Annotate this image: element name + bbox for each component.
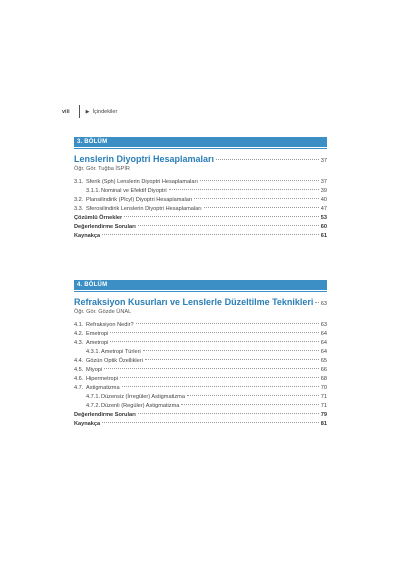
entry-page: 64 bbox=[320, 340, 327, 346]
leader-dots bbox=[104, 368, 319, 369]
toc-entry[interactable] bbox=[74, 339, 327, 348]
entry-label: Kaynakça bbox=[74, 421, 101, 427]
leader-dots bbox=[181, 404, 318, 405]
chapter-label: 4. BÖLÜM bbox=[74, 280, 327, 290]
leader-dots bbox=[216, 159, 319, 160]
chapter-rule bbox=[74, 148, 327, 149]
entry-label: Plansilindirik (Plcyl) Diyoptri Hesaplamaları bbox=[86, 197, 193, 203]
page-number: viii bbox=[62, 108, 70, 115]
leader-dots bbox=[138, 413, 319, 414]
entry-page: 81 bbox=[320, 421, 327, 427]
toc-entry[interactable] bbox=[74, 357, 327, 366]
entry-label: Miyopi bbox=[86, 367, 103, 373]
entry-label: Sferosilindirik Lenslerin Diyoptri Hesaplamaları bbox=[86, 206, 202, 212]
toc-entry[interactable] bbox=[74, 330, 327, 339]
entry-label: Hipermetropi bbox=[86, 376, 119, 382]
entry-page: 47 bbox=[320, 206, 327, 212]
chapter-title: Refraksiyon Kusurları ve Lenslerle Düzeltilme Teknikleri bbox=[74, 297, 314, 307]
chapter-title-row[interactable] bbox=[74, 154, 327, 164]
leader-dots bbox=[124, 216, 319, 217]
entry-label: Düzenli (Regüler) Astigmatizma bbox=[101, 403, 180, 409]
entry-page: 71 bbox=[320, 394, 327, 400]
entry-page: 63 bbox=[320, 322, 327, 328]
entry-number: 4.3.1. bbox=[86, 349, 100, 355]
entry-page: 64 bbox=[320, 331, 327, 337]
entry-label: Çözümlü Örnekler bbox=[74, 215, 123, 221]
entry-page: 71 bbox=[320, 403, 327, 409]
entry-number: 4.3. bbox=[74, 340, 84, 346]
entry-label: Sferik (Sph) Lenslerin Diyoptri Hesaplamaları bbox=[86, 179, 198, 185]
entry-page: 79 bbox=[320, 412, 327, 418]
leader-dots bbox=[110, 341, 318, 342]
entry-page: 70 bbox=[320, 385, 327, 391]
header-divider bbox=[79, 105, 80, 118]
entry-page: 64 bbox=[320, 349, 327, 355]
entry-number: 4.6. bbox=[74, 376, 84, 382]
entry-number: 3.2. bbox=[74, 197, 84, 203]
toc-entry[interactable] bbox=[74, 223, 327, 232]
toc-entry[interactable] bbox=[74, 411, 327, 420]
leader-dots bbox=[102, 422, 319, 423]
toc-entry[interactable] bbox=[74, 393, 327, 402]
leader-dots bbox=[187, 395, 319, 396]
chapter-4 bbox=[74, 280, 327, 429]
leader-dots bbox=[122, 386, 319, 387]
toc-entry[interactable] bbox=[74, 196, 327, 205]
entry-page: 66 bbox=[320, 367, 327, 373]
leader-dots bbox=[102, 234, 319, 235]
page-header bbox=[62, 105, 117, 118]
entry-page: 65 bbox=[320, 358, 327, 364]
entry-number: 4.2. bbox=[74, 331, 84, 337]
triangle-right-icon: ▶ bbox=[85, 108, 90, 115]
toc-entry[interactable] bbox=[74, 232, 327, 241]
toc-entry[interactable] bbox=[74, 348, 327, 357]
toc-entry[interactable] bbox=[74, 214, 327, 223]
toc-entry[interactable] bbox=[74, 366, 327, 375]
toc-entry[interactable] bbox=[74, 187, 327, 196]
entry-label: Emetropi bbox=[86, 331, 109, 337]
toc-entry[interactable] bbox=[74, 375, 327, 384]
toc-entry[interactable] bbox=[74, 321, 327, 330]
leader-dots bbox=[194, 198, 318, 199]
entry-number: 3.3. bbox=[74, 206, 84, 212]
entry-number: 4.1. bbox=[74, 322, 84, 328]
toc-entry[interactable] bbox=[74, 402, 327, 411]
chapter-title-page: 37 bbox=[320, 158, 327, 164]
entry-number: 4.7.2. bbox=[86, 403, 100, 409]
leader-dots bbox=[145, 359, 319, 360]
entry-page: 37 bbox=[320, 179, 327, 185]
entry-label: Kaynakça bbox=[74, 233, 101, 239]
entry-number: 4.5. bbox=[74, 367, 84, 373]
entry-page: 39 bbox=[320, 188, 327, 194]
leader-dots bbox=[136, 323, 319, 324]
chapter-title: Lenslerin Diyoptri Hesaplamaları bbox=[74, 154, 215, 164]
leader-dots bbox=[204, 207, 319, 208]
chapter-author: Öğr. Gör. Tuğba İSPİR bbox=[74, 166, 130, 172]
entry-page: 53 bbox=[320, 215, 327, 221]
entry-label: Nominal ve Efektif Diyoptri bbox=[101, 188, 167, 194]
header-section: İçindekiler bbox=[92, 108, 118, 115]
entry-label: Değerlendirme Soruları bbox=[74, 412, 136, 418]
chapter-3 bbox=[74, 137, 327, 241]
entry-label: Ametropi Türleri bbox=[101, 349, 141, 355]
leader-dots bbox=[200, 180, 319, 181]
entry-number: 3.1. bbox=[74, 179, 84, 185]
entry-page: 68 bbox=[320, 376, 327, 382]
entry-number: 4.7. bbox=[74, 385, 84, 391]
toc-entry[interactable] bbox=[74, 205, 327, 214]
entry-page: 40 bbox=[320, 197, 327, 203]
entry-number: 3.1.1. bbox=[86, 188, 100, 194]
toc-entry[interactable] bbox=[74, 420, 327, 429]
entry-page: 61 bbox=[320, 233, 327, 239]
leader-dots bbox=[110, 332, 318, 333]
entry-label: Düzensiz (İrregüler) Astigmatizma bbox=[101, 394, 185, 400]
entry-label: Refraksiyon Nedir? bbox=[86, 322, 134, 328]
leader-dots bbox=[315, 302, 318, 303]
entry-number: 4.4. bbox=[74, 358, 84, 364]
entry-page: 60 bbox=[320, 224, 327, 230]
entry-label: Değerlendirme Soruları bbox=[74, 224, 136, 230]
entry-label: Astigmatizma bbox=[86, 385, 120, 391]
entry-label: Gözün Optik Özellikleri bbox=[86, 358, 143, 364]
leader-dots bbox=[120, 377, 319, 378]
leader-dots bbox=[169, 189, 319, 190]
entry-label: Ametropi bbox=[86, 340, 109, 346]
chapter-title-row[interactable] bbox=[74, 297, 327, 307]
entry-number: 4.7.1. bbox=[86, 394, 100, 400]
toc-entry[interactable] bbox=[74, 178, 327, 187]
chapter-author: Öğr. Gör. Gözde ÜNAL bbox=[74, 309, 132, 315]
leader-dots bbox=[138, 225, 319, 226]
chapter-label: 3. BÖLÜM bbox=[74, 137, 327, 147]
toc-entry[interactable] bbox=[74, 384, 327, 393]
leader-dots bbox=[143, 350, 319, 351]
chapter-title-page: 63 bbox=[320, 301, 327, 307]
chapter-rule bbox=[74, 291, 327, 292]
